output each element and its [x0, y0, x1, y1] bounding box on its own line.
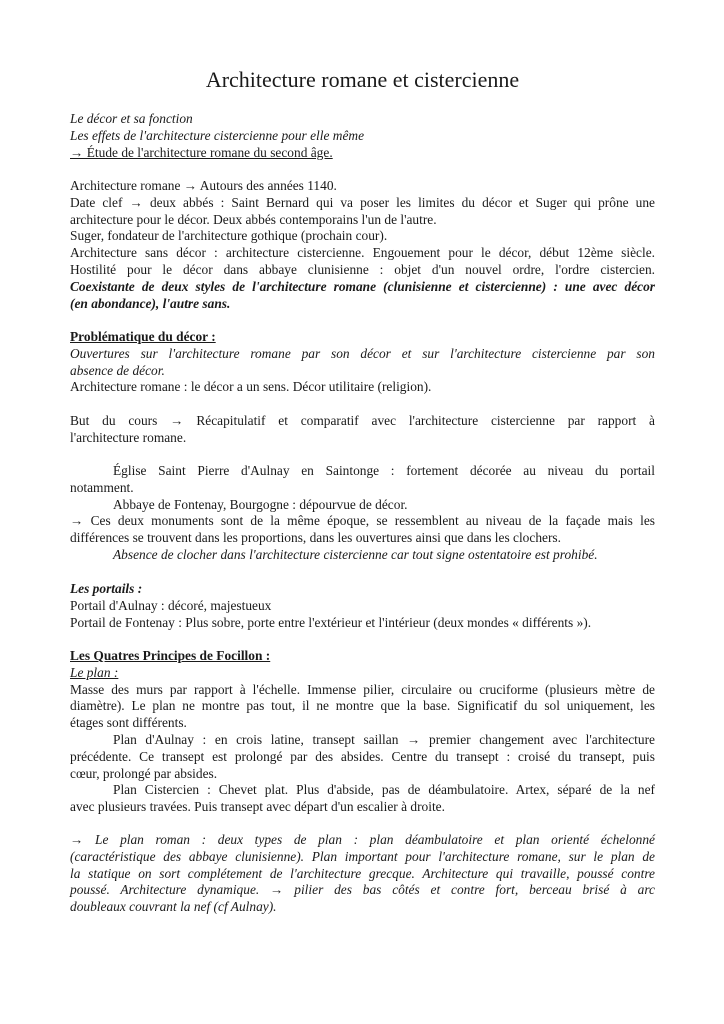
text-line: étages sont différents.	[70, 715, 187, 731]
text-line: Suger, fondateur de l'architecture gothique (prochain cour).	[70, 228, 388, 244]
text-line: absence de décor.	[70, 362, 165, 378]
intro-line: Le décor et sa fonction	[70, 111, 193, 126]
text-line: différences se trouvent dans les proportions, dans les ouvertures ainsi que dans les clochers.	[70, 530, 561, 546]
problematique-block	[70, 329, 655, 396]
text-line: doubleaux couvrant la nef (cf Aulnay).	[70, 899, 277, 915]
text-line: → Le plan roman : deux types de plan : plan déambulatoire et plan orienté échelonné	[70, 832, 655, 847]
text-line: Église Saint Pierre d'Aulnay en Saintonge : fortement décorée au niveau du portail	[113, 463, 655, 478]
text-line: Portail de Fontenay : Plus sobre, porte entre l'extérieur et l'intérieur (deux mondes « différents »).	[70, 614, 592, 630]
text-line: (caractéristique des abbaye clunisienne). Plan important pour l'architecture romane, sur le plan de	[70, 848, 655, 864]
text-line: Date clef → deux abbés : Saint Bernard qui va poser les limites du décor et Suger qui prône une	[70, 194, 655, 210]
text-line: Hostilité pour le décor dans abbaye clunisienne : objet d'un nouvel ordre, l'ordre cistercien.	[70, 261, 655, 277]
text-line: poussé. Architecture dynamique. → pilier des bas côtés et contre fort, berceau brisé à arc	[70, 882, 655, 898]
text-line: précédente. Ce transept est prolongé par des absides. Centre du transept : croisé du transept, puis	[70, 748, 655, 764]
text-line: Masse des murs par rapport à l'échelle. Immense pilier, circulaire ou cruciforme (plusieurs mètre de	[70, 681, 655, 697]
text-line: Plan d'Aulnay : en crois latine, transept saillan → premier changement avec l'architecture	[113, 731, 655, 747]
text-line: architecture pour le décor. Deux abbés contemporains l'un de l'autre.	[70, 211, 437, 227]
text-line: Absence de clocher dans l'architecture cistercienne car tout signe ostentatoire est prohibé.	[113, 546, 598, 562]
context-block	[70, 178, 655, 312]
section-heading: Les Quatres Principes de Focillon :	[70, 648, 271, 663]
section-heading: Problématique du décor :	[70, 329, 216, 344]
eglises-block	[70, 463, 655, 564]
plan-roman-block	[70, 832, 655, 916]
text-line: diamètre). Le plan ne montre pas tout, il ne montre que la base. Significatif du sol uniquement, les	[70, 698, 655, 714]
text-line: cœur, prolongé par absides.	[70, 765, 218, 781]
text-line: Abbaye de Fontenay, Bourgogne : dépourvue de décor.	[113, 496, 408, 512]
text-line: Architecture romane : le décor a un sens. Décor utilitaire (religion).	[70, 379, 432, 395]
text-line: Architecture romane → Autours des années 1140.	[70, 178, 337, 193]
subsection-heading: Le plan :	[70, 664, 119, 680]
focillon-block	[70, 648, 655, 816]
intro-line: Les effets de l'architecture cistercienne pour elle même	[70, 127, 365, 143]
section-heading: Les portails :	[70, 581, 143, 596]
intro-block	[70, 111, 655, 161]
portails-block	[70, 581, 655, 631]
intro-line-underlined: → Étude de l'architecture romane du second âge.	[70, 144, 333, 160]
text-line: But du cours → Récapitulatif et comparatif avec l'architecture cistercienne par rapport à	[70, 413, 655, 428]
but-block	[70, 413, 655, 447]
text-line: l'architecture romane.	[70, 429, 187, 445]
text-line: → Ces deux monuments sont de la même époque, se ressemblent au niveau de la façade mais les	[70, 513, 655, 529]
text-line: Ouvertures sur l'architecture romane par son décor et sur l'architecture cistercienne par son	[70, 345, 655, 361]
text-line-emphasis: Coexistante de deux styles de l'architecture romane (clunisienne et cistercienne) : une avec décor	[70, 278, 655, 294]
text-line: avec plusieurs travées. Puis transept avec départ d'un escalier à droite.	[70, 799, 445, 815]
page-title: Architecture romane et cistercienne	[205, 67, 520, 92]
text-line: la statique on sort complétement de l'architecture grecque. Architecture qui travaille, poussé contre	[70, 865, 655, 881]
text-line: Architecture sans décor : architecture cistercienne. Engouement pour le décor, début 12ème siècle.	[70, 245, 655, 261]
text-line-emphasis: (en abondance), l'autre sans.	[70, 295, 231, 311]
text-line: Plan Cistercien : Chevet plat. Plus d'abside, pas de déambulatoire. Artex, séparé de la nef	[113, 782, 655, 798]
text-line: notamment.	[70, 479, 134, 495]
text-line: Portail d'Aulnay : décoré, majestueux	[70, 597, 272, 613]
